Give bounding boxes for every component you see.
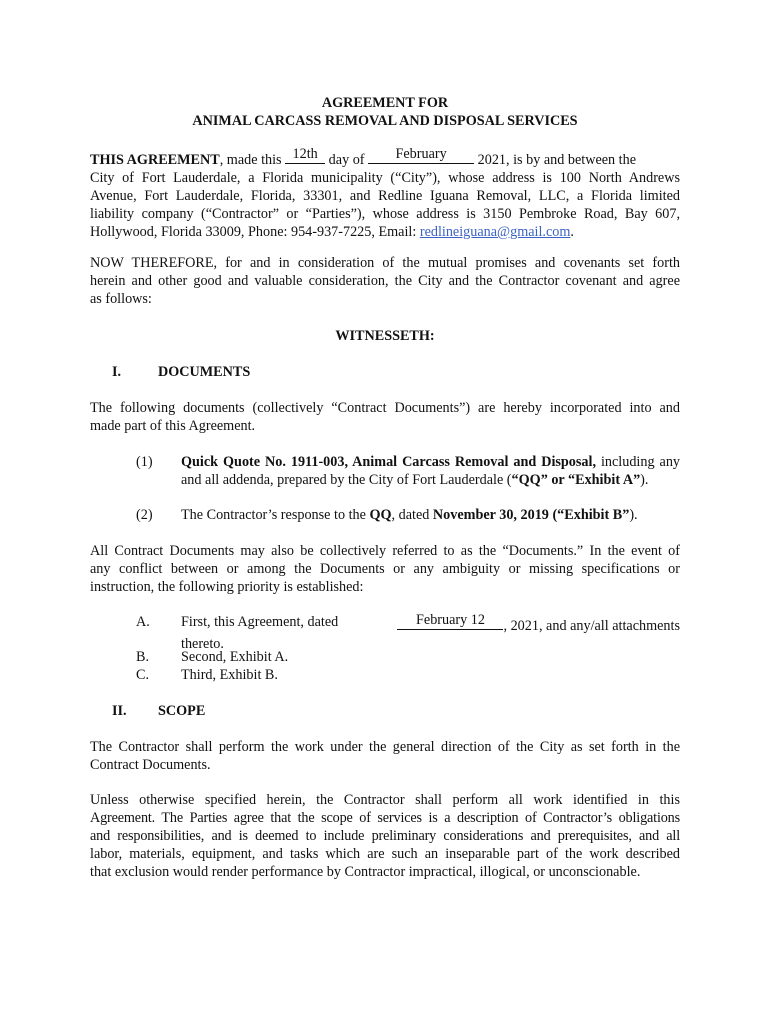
section-1-heading: DOCUMENTS: [158, 364, 251, 380]
now-therefore-line-2: herein and other good and valuable consideration, the City and the Contractor covenant and agree: [90, 273, 680, 289]
now-therefore-paragraph: [90, 254, 680, 308]
intro-line5-pre: Hollywood, Florida 33009, Phone: 954-937-7225, Email:: [90, 224, 420, 240]
item-2-bold-1: QQ: [369, 507, 392, 523]
section-2-heading: SCOPE: [158, 703, 206, 719]
month-value: February: [395, 146, 447, 162]
priority-a-line-1: [181, 613, 680, 635]
intro-day-of-text: day of: [325, 152, 369, 168]
item-1-number: (1): [136, 454, 153, 470]
section-1-para1-line-1: The following documents (collectively “Contract Documents”) are hereby incorporated into and: [90, 400, 680, 416]
priority-b-letter: B.: [136, 649, 150, 665]
intro-line5-post: .: [570, 224, 574, 240]
item-1-rest: including any: [596, 454, 681, 470]
priority-b-text: Second, Exhibit A.: [181, 649, 289, 665]
section-2-para2-line-3: and responsibilities, and is deemed to include preliminary considerations and prerequisites, and all: [90, 828, 680, 844]
intro-line1-rest: 2021, is by and between the: [474, 152, 637, 168]
section-2-para1-line-1: The Contractor shall perform the work under the general direction of the City as set forth in the: [90, 739, 680, 755]
priority-a-post: , 2021, and any/all attachments: [503, 618, 680, 634]
email-link[interactable]: redlineiguana@gmail.com: [419, 224, 571, 240]
priority-a-letter: A.: [136, 614, 150, 630]
priority-c-text: Third, Exhibit B.: [181, 667, 278, 683]
section-1-para2-line-1: All Contract Documents may also be collectively referred to as the “Documents.” In the event of: [90, 543, 680, 559]
day-value: 12th: [292, 146, 318, 162]
intro-line-4: liability company (“Contractor” or “Parties”), whose address is 3150 Pembroke Road, Bay 607,: [90, 206, 680, 222]
day-field[interactable]: [285, 147, 325, 164]
section-1-para1-line-2: made part of this Agreement.: [90, 418, 256, 434]
section-1-paragraph-1: [90, 399, 680, 435]
intro-line-1: [90, 147, 680, 169]
item-2-bold-2: November 30, 2019 (“Exhibit B”: [432, 507, 630, 523]
intro-made-text: , made this: [219, 152, 286, 168]
witnesseth-heading: WITNESSETH:: [335, 328, 435, 344]
item-2-pre: The Contractor’s response to the: [181, 507, 370, 523]
intro-line-2: City of Fort Lauderdale, a Florida municipality (“City”), whose address is 100 North Andrews: [90, 170, 680, 186]
section-2-paragraph-1: [90, 738, 680, 774]
month-field[interactable]: [368, 147, 474, 164]
section-1-numeral: I.: [112, 364, 122, 380]
item-2-number: (2): [136, 507, 153, 523]
title-line-2: ANIMAL CARCASS REMOVAL AND DISPOSAL SERVICES: [192, 113, 578, 129]
section-2-para2-line-5: that exclusion would render performance by Contractor impractical, illogical, or unconscionable.: [90, 864, 641, 880]
section-2-para2-line-2: Agreement. The Parties agree that the scope of services is a description of Contractor’s obligations: [90, 810, 680, 826]
intro-lead: THIS AGREEMENT: [90, 152, 220, 168]
section-2-paragraph-2: [90, 791, 680, 881]
section-1-para2-line-2: any conflict between or among the Documents or any ambiguity or missing specifications or: [90, 561, 680, 577]
item-2-post: ).: [629, 507, 638, 523]
section-1-paragraph-2: [90, 542, 680, 596]
item-1-line-1: [181, 453, 680, 471]
now-therefore-line-3: as follows:: [90, 291, 152, 307]
item-1-line2-pre: and all addenda, prepared by the City of Fort Lauderdale (: [181, 472, 512, 488]
priority-a-line-2: thereto.: [181, 636, 224, 652]
section-2-numeral: II.: [112, 703, 127, 719]
priority-a: [181, 613, 680, 653]
title-line-1: AGREEMENT FOR: [321, 95, 449, 111]
item-1: [181, 453, 680, 489]
item-1-line2-bold: “QQ” or “Exhibit A”: [511, 472, 641, 488]
agreement-date-field[interactable]: [397, 613, 503, 630]
priority-a-pre: First, this Agreement, dated: [181, 614, 339, 630]
agreement-date-value: February 12: [416, 612, 485, 628]
document-title: [90, 94, 680, 130]
item-1-line-2: [181, 471, 680, 489]
section-2-para2-line-4: labor, materials, equipment, and tasks which are such an inseparable part of the work described: [90, 846, 680, 862]
item-2: [181, 506, 680, 524]
section-2-para1-line-2: Contract Documents.: [90, 757, 211, 773]
section-2-para2-line-1: Unless otherwise specified herein, the Contractor shall perform all work identified in this: [90, 792, 680, 808]
intro-line-3: Avenue, Fort Lauderdale, Florida, 33301, and Redline Iguana Removal, LLC, a Florida limited: [90, 188, 680, 204]
now-therefore-line-1: NOW THEREFORE, for and in consideration of the mutual promises and covenants set forth: [90, 255, 680, 271]
intro-line-5: [90, 223, 680, 241]
item-1-line2-post: ).: [640, 472, 649, 488]
priority-c-letter: C.: [136, 667, 150, 683]
intro-paragraph: [90, 147, 680, 241]
item-2-mid: , dated: [391, 507, 433, 523]
section-1-para2-line-3: instruction, the following priority is established:: [90, 579, 364, 595]
item-1-bold: Quick Quote No. 1911-003, Animal Carcass Removal and Disposal,: [181, 454, 597, 470]
